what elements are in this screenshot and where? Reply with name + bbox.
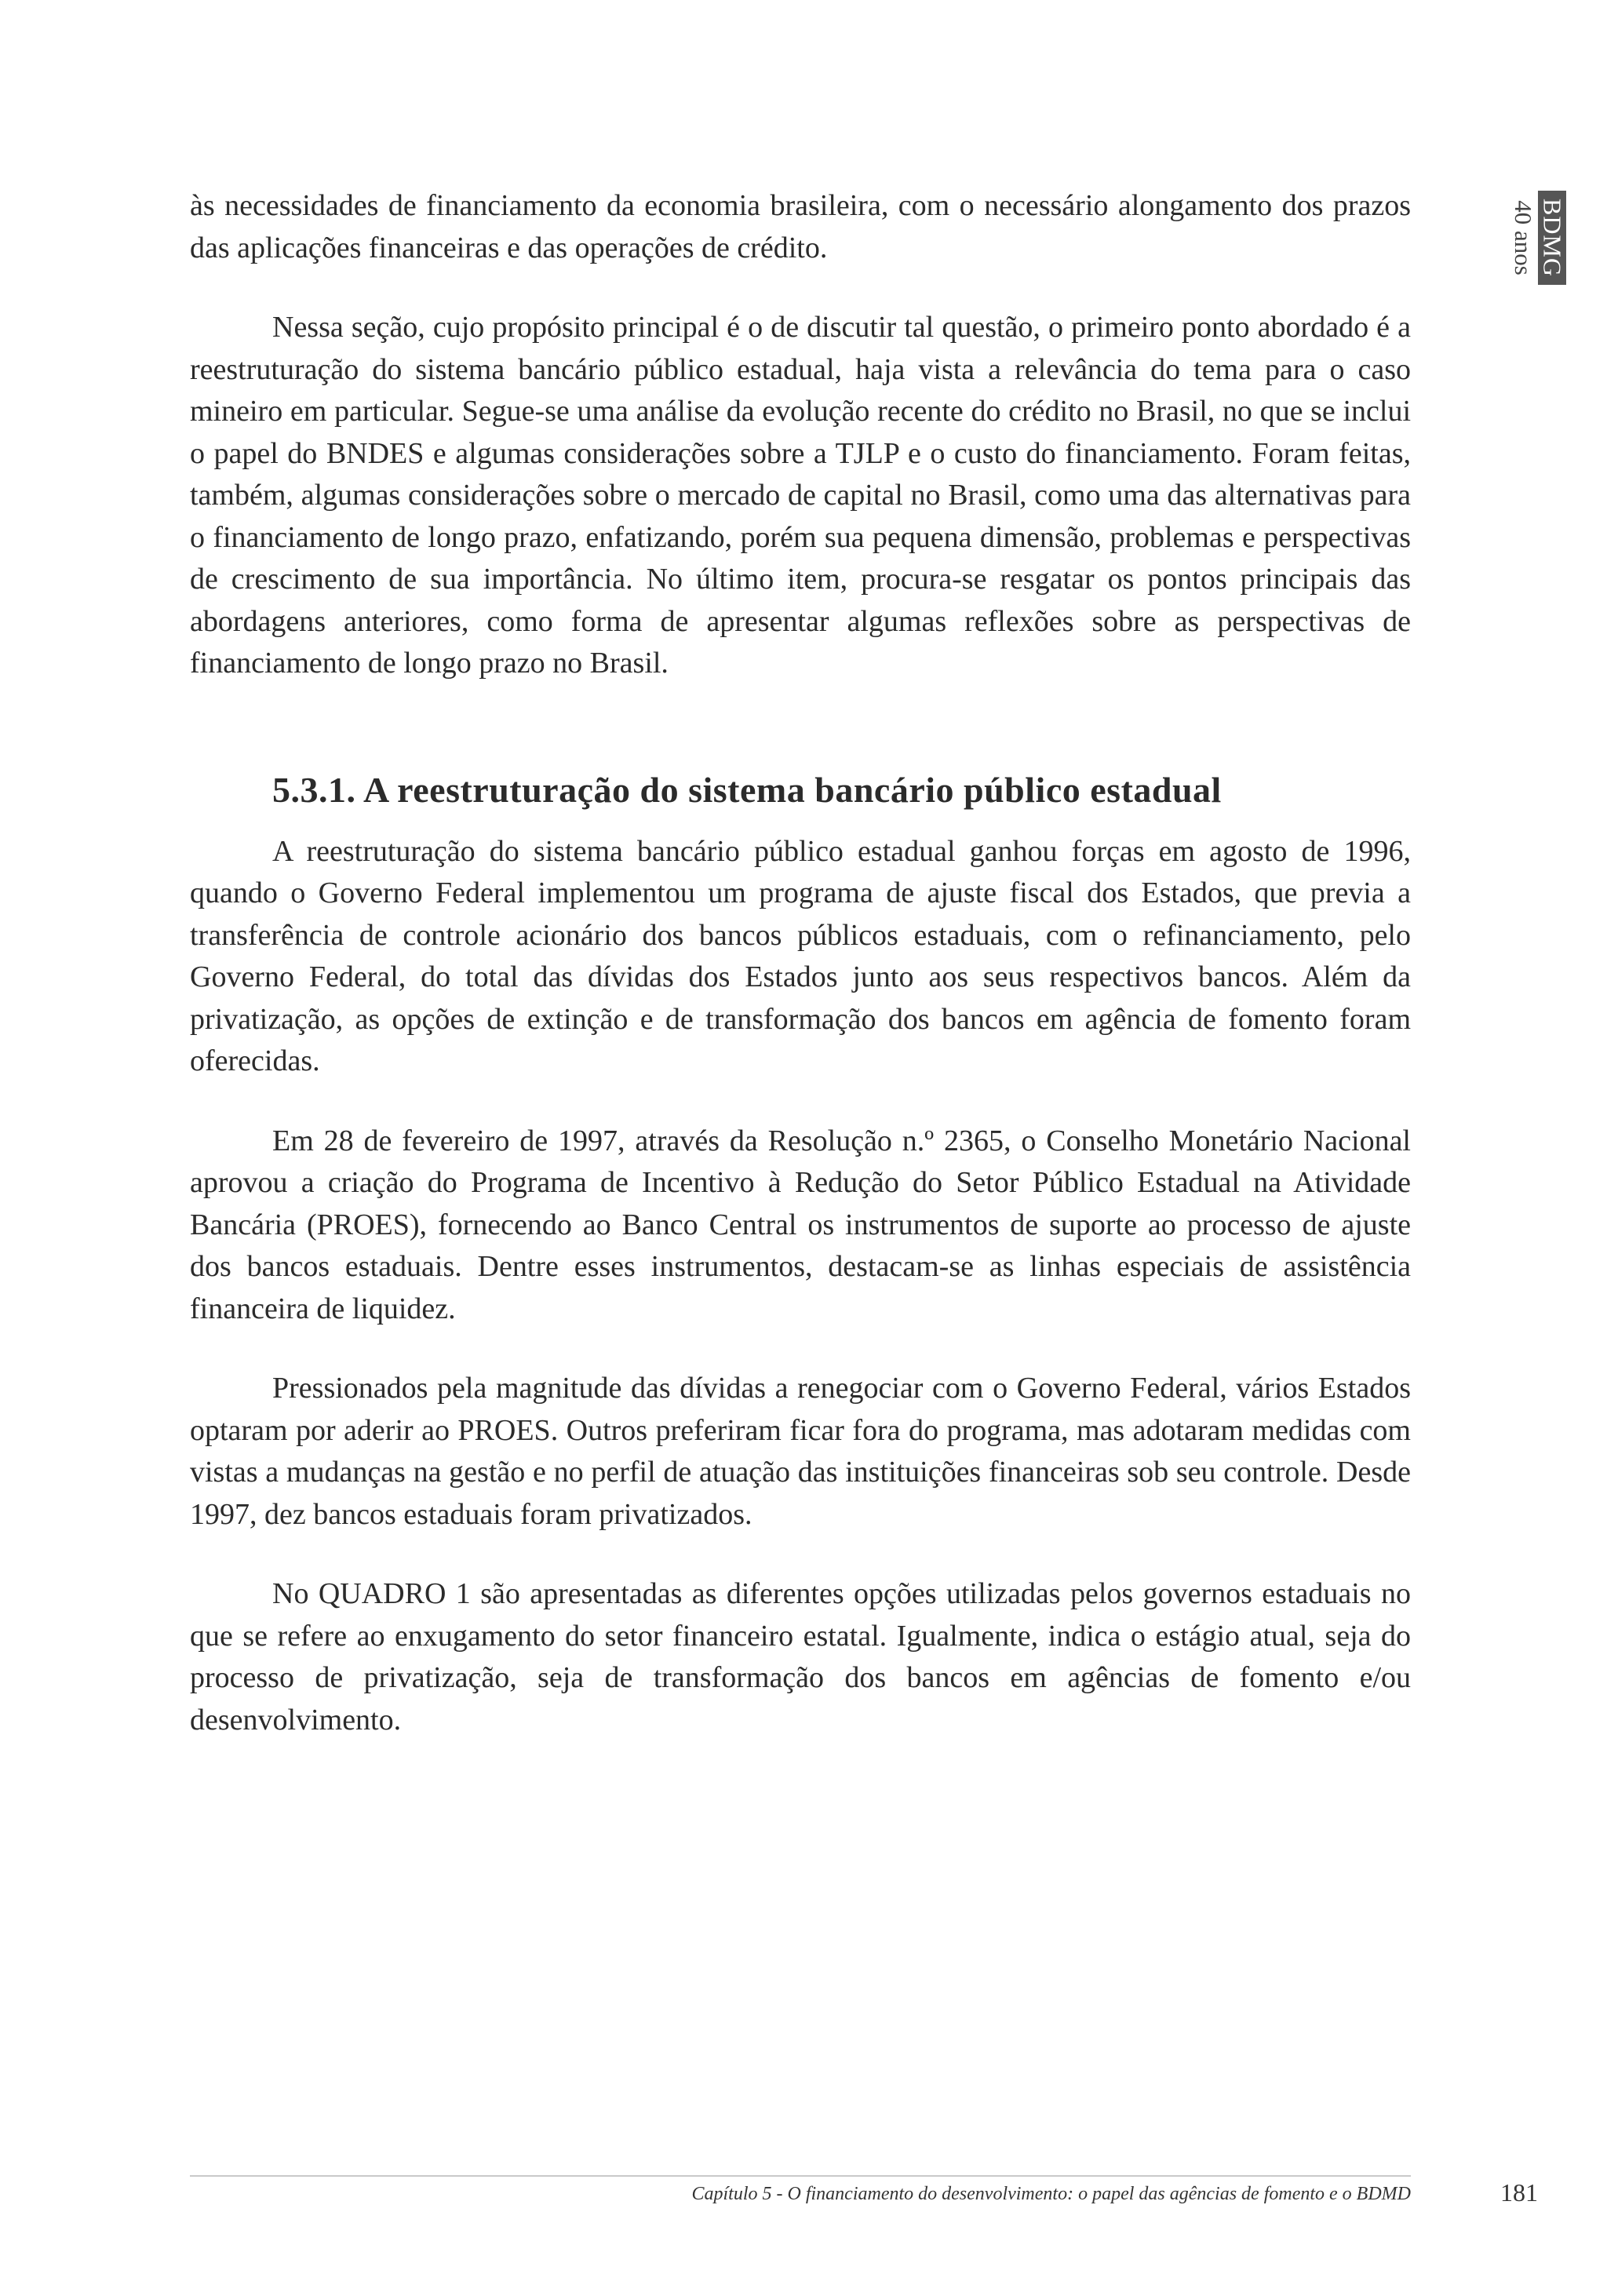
section-paragraph-2: Em 28 de fevereiro de 1997, através da Resolução n.º 2365, o Conselho Monetário Nacional aprovou a criação do Programa de Incentivo à Redução do Setor Público Estadual na Atividade Bancária (PROES), fornecendo ao Banco Central os instrumentos de suporte ao processo de ajuste dos bancos estaduais. Dentre esses instrumentos, destacam-se as linhas especiais de assistência financeira de liquidez.	[190, 1124, 1411, 1325]
side-badge	[1507, 191, 1571, 285]
paragraph-intro: Nessa seção, cujo propósito principal é o de discutir tal questão, o primeiro ponto abordado é a reestruturação do sistema bancário público estadual, haja vista a relevância do tema para o caso mineiro em particular. Segue-se uma análise da evolução recente do crédito no Brasil, no que se inclui o papel do BNDES e algumas considerações sobre a TJLP e o custo do financiamento. Foram feitas, também, algumas considerações sobre o mercado de capital no Brasil, como uma das alternativas para o financiamento de longo prazo, enfatizando, porém sua pequena dimensão, problemas e perspectivas de crescimento de sua importância. No último item, procura-se resgatar os pontos principais das abordagens anteriores, como forma de apresentar algumas reflexões sobre as perspectivas de financiamento de longo prazo no Brasil.	[190, 311, 1411, 680]
section-heading: 5.3.1. A reestruturação do sistema bancário público estadual	[272, 769, 1222, 810]
side-badge-years-text: 40 anos	[1510, 200, 1537, 275]
section-paragraph-4: No QUADRO 1 são apresentadas as diferentes opções utilizadas pelos governos estaduais no que se refere ao enxugamento do setor financeiro estatal. Igualmente, indica o estágio atual, seja do processo de privatização, seja de transformação dos bancos em agências de fomento e/ou desenvolvimento.	[190, 1577, 1411, 1737]
footer-divider	[190, 2175, 1411, 2177]
footer-running-title: Capítulo 5 - O financiamento do desenvolvimento: o papel das agências de fomento e o BDMD	[691, 2184, 1411, 2204]
side-badge-years	[1508, 191, 1538, 285]
side-badge-brand-text: BDMG	[1538, 198, 1567, 278]
page-body	[190, 185, 1411, 1741]
side-badge-brand	[1538, 191, 1566, 285]
page-number: 181	[1500, 2178, 1538, 2207]
section-paragraph-3: Pressionados pela magnitude das dívidas a renegociar com o Governo Federal, vários Estados optaram por aderir ao PROES. Outros preferiram ficar fora do programa, mas adotaram medidas com vistas a mudanças na gestão e no perfil de atuação das instituições financeiras sob seu controle. Desde 1997, dez bancos estaduais foram privatizados.	[190, 1372, 1411, 1531]
paragraph-continuation: às necessidades de financiamento da economia brasileira, com o necessário alongamento dos prazos das aplicações financeiras e das operações de crédito.	[190, 189, 1411, 264]
section-paragraph-1: A reestruturação do sistema bancário público estadual ganhou forças em agosto de 1996, quando o Governo Federal implementou um programa de ajuste fiscal dos Estados, que previa a transferência de controle acionário dos bancos públicos estaduais, com o refinanciamento, pelo Governo Federal, do total das dívidas dos Estados junto aos seus respectivos bancos. Além da privatização, as opções de extinção e de transformação dos bancos em agência de fomento foram oferecidas.	[190, 834, 1411, 1077]
